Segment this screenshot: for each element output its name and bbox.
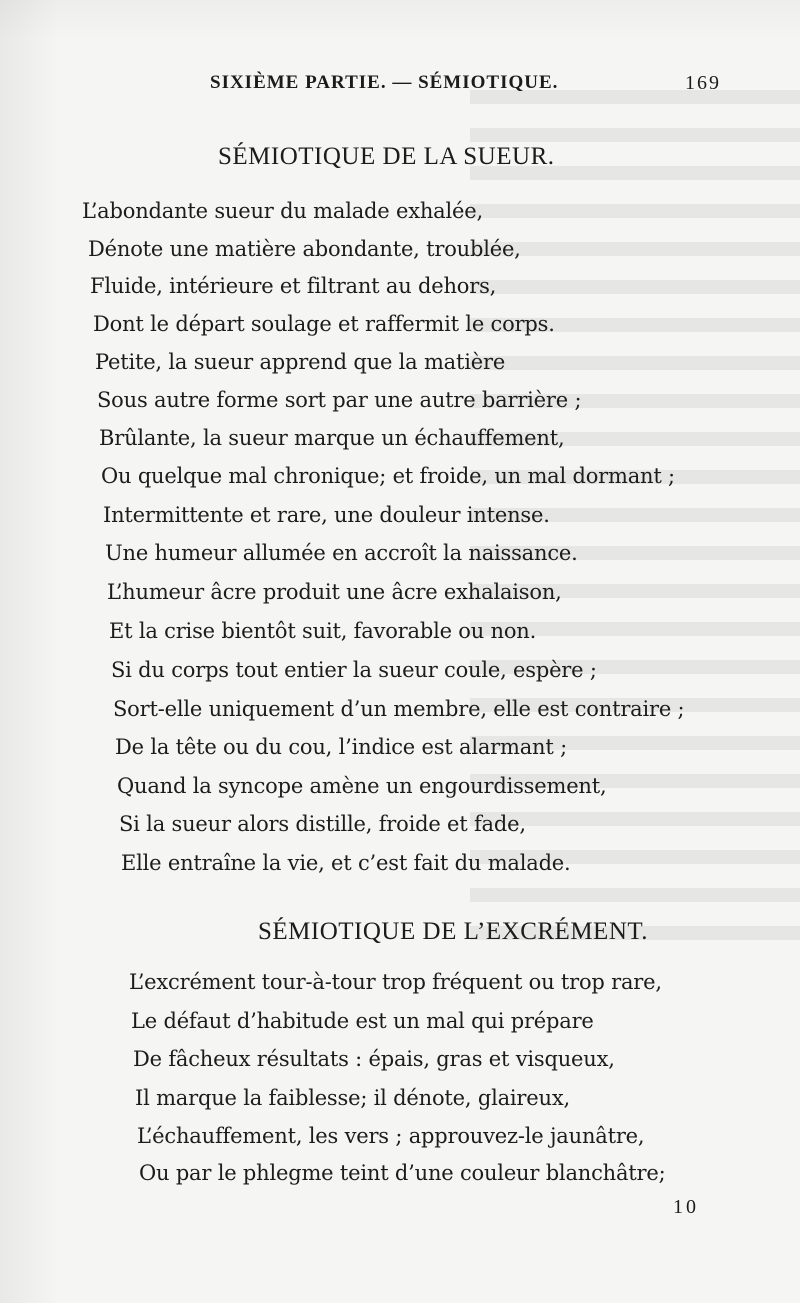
verse-line: Dont le départ soulage et raffermit le corps. (93, 312, 555, 336)
verse-line: Sort-elle uniquement d’un membre, elle est contraire ; (113, 697, 685, 721)
verse-line: Petite, la sueur apprend que la matière (95, 350, 506, 374)
verse-line: Le défaut d’habitude est un mal qui prépare (131, 1009, 594, 1033)
verse-line: L’abondante sueur du malade exhalée, (82, 199, 483, 223)
verse-line: Une humeur allumée en accroît la naissance. (105, 541, 578, 565)
verse-line: Et la crise bientôt suit, favorable ou non. (109, 619, 537, 643)
verse-line: De fâcheux résultats : épais, gras et visqueux, (133, 1047, 615, 1071)
verse-line: Fluide, intérieure et filtrant au dehors, (90, 274, 497, 298)
verse-line: Quand la syncope amène un engourdissement, (117, 774, 607, 798)
page-number: 169 (685, 72, 721, 94)
verse-line: L’humeur âcre produit une âcre exhalaison, (107, 580, 562, 604)
verse-line: L’échauffement, les vers ; approuvez-le jaunâtre, (137, 1124, 645, 1148)
verse-line: De la tête ou du cou, l’indice est alarmant ; (115, 735, 567, 759)
verse-line: L’excrément tour-à-tour trop fréquent ou trop rare, (129, 970, 662, 994)
running-title: SIXIÈME PARTIE. — SÉMIOTIQUE. (210, 72, 559, 93)
page-header (0, 72, 800, 102)
verse-line: Ou par le phlegme teint d’une couleur blanchâtre; (139, 1161, 666, 1185)
verse-line: Dénote une matière abondante, troublée, (88, 237, 521, 261)
verse-line: Elle entraîne la vie, et c’est fait du malade. (121, 851, 571, 875)
verse-line: Si la sueur alors distille, froide et fade, (119, 812, 526, 836)
verse-line: Brûlante, la sueur marque un échauffement, (99, 426, 565, 450)
verse-line: Ou quelque mal chronique; et froide, un mal dormant ; (101, 464, 675, 488)
verse-line: Intermittente et rare, une douleur intense. (103, 503, 550, 527)
verse-line: Il marque la faiblesse; il dénote, glaireux, (135, 1086, 570, 1110)
signature-mark: 10 (673, 1196, 699, 1218)
verse-line: Sous autre forme sort par une autre barrière ; (97, 388, 582, 412)
verse-line: Si du corps tout entier la sueur coule, espère ; (111, 658, 597, 682)
section-title-sueur: SÉMIOTIQUE DE LA SUEUR. (218, 143, 555, 170)
section-title-excrement: SÉMIOTIQUE DE L’EXCRÉMENT. (258, 918, 649, 945)
